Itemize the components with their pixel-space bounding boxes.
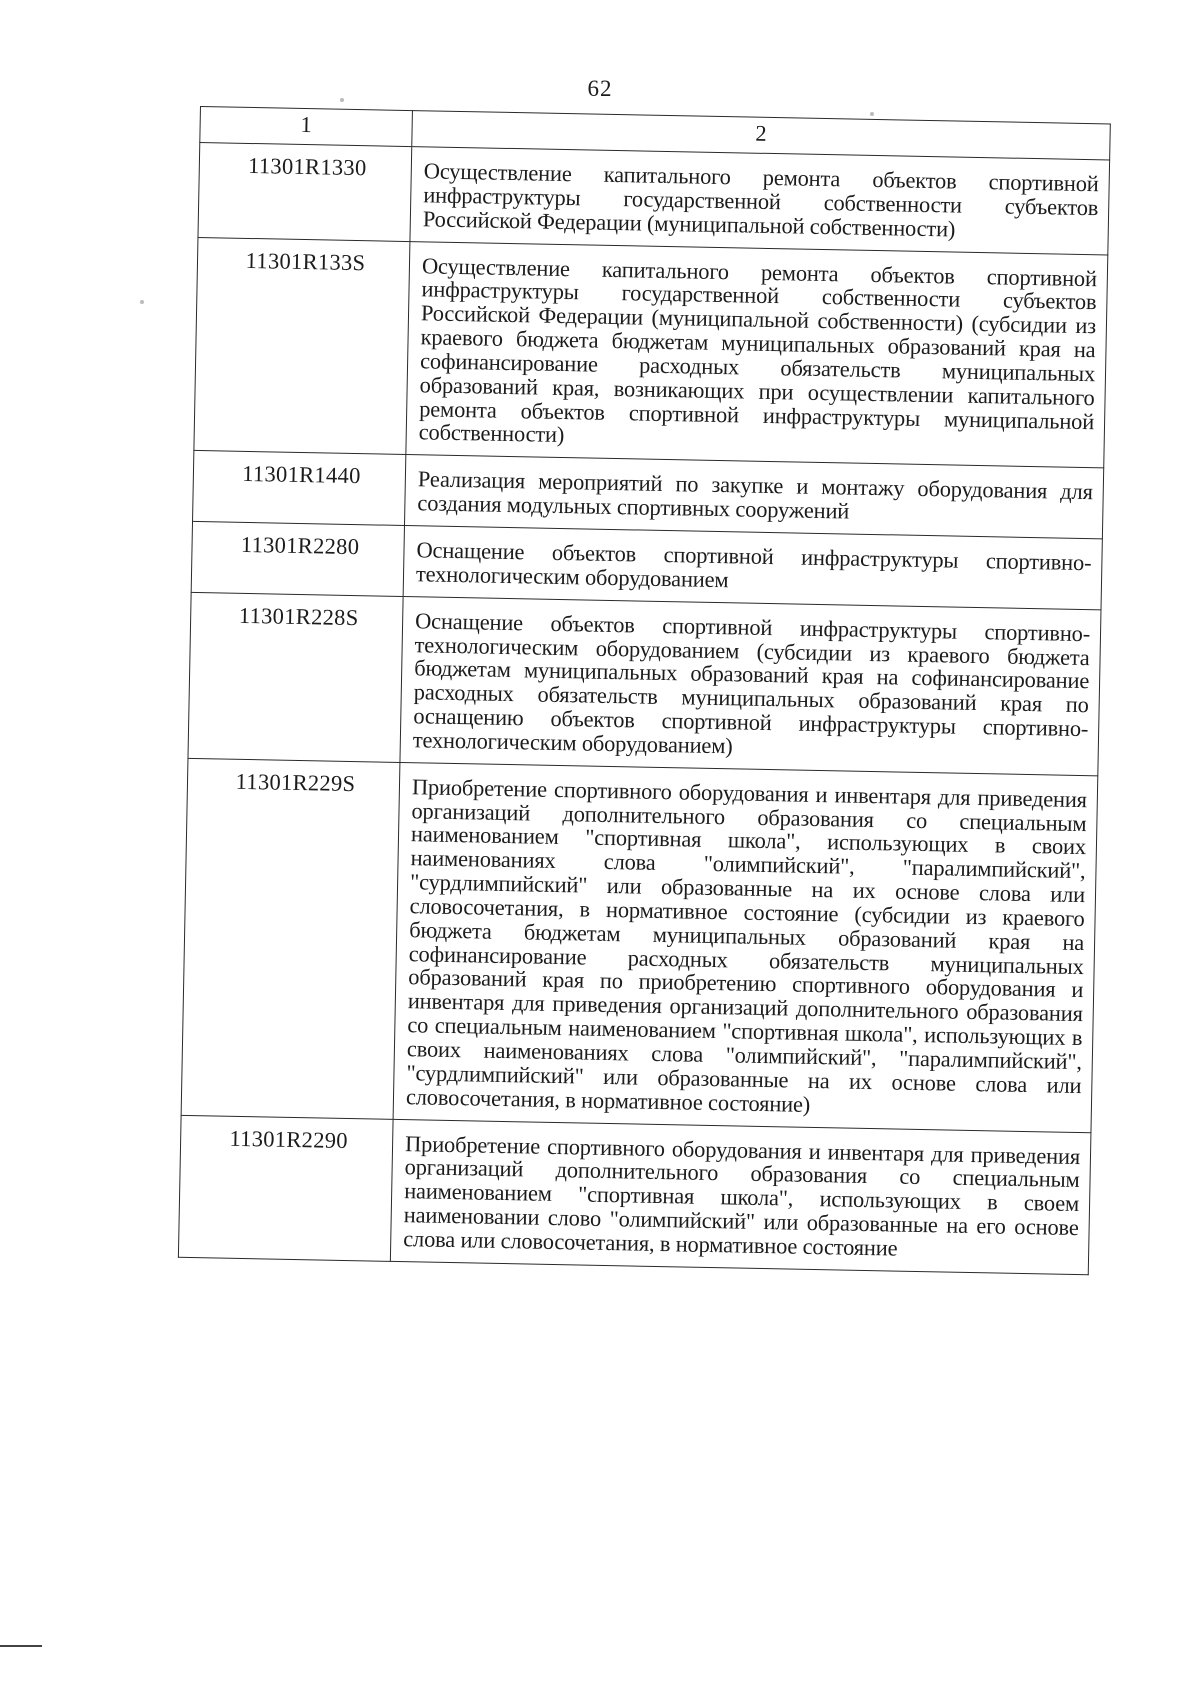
table-row <box>178 1115 1091 1275</box>
row-description: Оснащение объектов спортивной инфраструктуры спортивно-технологическим оборудованием (субсидии из краевого бюджета бюджетам муниципальных образований края на софинансирование расходных обязательств муниципальных образований края по оснащению объектов спортивной инфраструктуры спортивно-технологическим оборудованием) <box>400 596 1101 775</box>
row-code: 11301R2280 <box>191 521 404 596</box>
row-description: Осуществление капитального ремонта объектов спортивной инфраструктуры государственной собственности субъектов Российской Федерации (муниципальной собственности) <box>410 147 1110 255</box>
row-description: Оснащение объектов спортивной инфраструктуры спортивно-технологическим оборудованием <box>403 525 1102 609</box>
row-code: 11301R228S <box>188 592 403 762</box>
table-row <box>198 143 1110 255</box>
scan-speck <box>870 112 874 116</box>
row-code: 11301R133S <box>194 237 410 455</box>
scan-speck <box>140 300 144 304</box>
scan-margin-mark <box>0 1645 42 1647</box>
table-row <box>188 592 1101 776</box>
table-row <box>194 237 1108 468</box>
scan-speck <box>340 98 344 102</box>
budget-classification-table <box>178 106 1111 1275</box>
table-row <box>181 758 1098 1132</box>
row-code: 11301R1440 <box>193 451 406 526</box>
column-header-2: 2 <box>412 111 1111 160</box>
row-code: 11301R229S <box>181 758 400 1119</box>
row-description: Осуществление капитального ремонта объектов спортивной инфраструктуры государственной собственности субъектов Российской Федерации (муниципальной собственности) (субсидии из краевого бюджета бюджетам муниципальных образований края на софинансирование расходных обязательств муниципальных образований края, возникающих при осуществлении капитального ремонта объектов спортивной инфраструктуры муниципальной собственности) <box>406 241 1108 468</box>
row-description: Приобретение спортивного оборудования и инвентаря для приведения организаций дополнительного образования со специальным наименованием "спортивная школа", использующих в своих наименованиях слова "олимпийский", "паралимпийский", "сурдлимпийский" или образованные на их основе слова или словосочетания, в нормативное состояние (субсидии из краевого бюджета бюджетам муниципальных образований края на софинансирование расходных обязательств муниципальных образований края по приобретению спортивного оборудования и инвентаря для приведения организаций дополнительного образования со специальным наименованием "спортивная школа", использующих в своих наименованиях слова "олимпийский", "паралимпийский", "сурдлимпийский" или образованные на их основе слова или словосочетания, в нормативное состояние) <box>393 762 1098 1132</box>
column-header-1: 1 <box>200 107 413 147</box>
row-code: 11301R1330 <box>198 143 412 242</box>
row-description: Реализация мероприятий по закупке и монтажу оборудования для создания модульных спортивных сооружений <box>404 455 1103 539</box>
page-number: 62 <box>587 76 613 101</box>
row-code: 11301R2290 <box>178 1115 393 1261</box>
row-description: Приобретение спортивного оборудования и инвентаря для приведения организаций дополнительного образования со специальным наименованием "спортивная школа", использующих в своем наименовании слово "олимпийский" или образованные на его основе слова или словосочетания, в нормативное состояние <box>390 1119 1091 1275</box>
